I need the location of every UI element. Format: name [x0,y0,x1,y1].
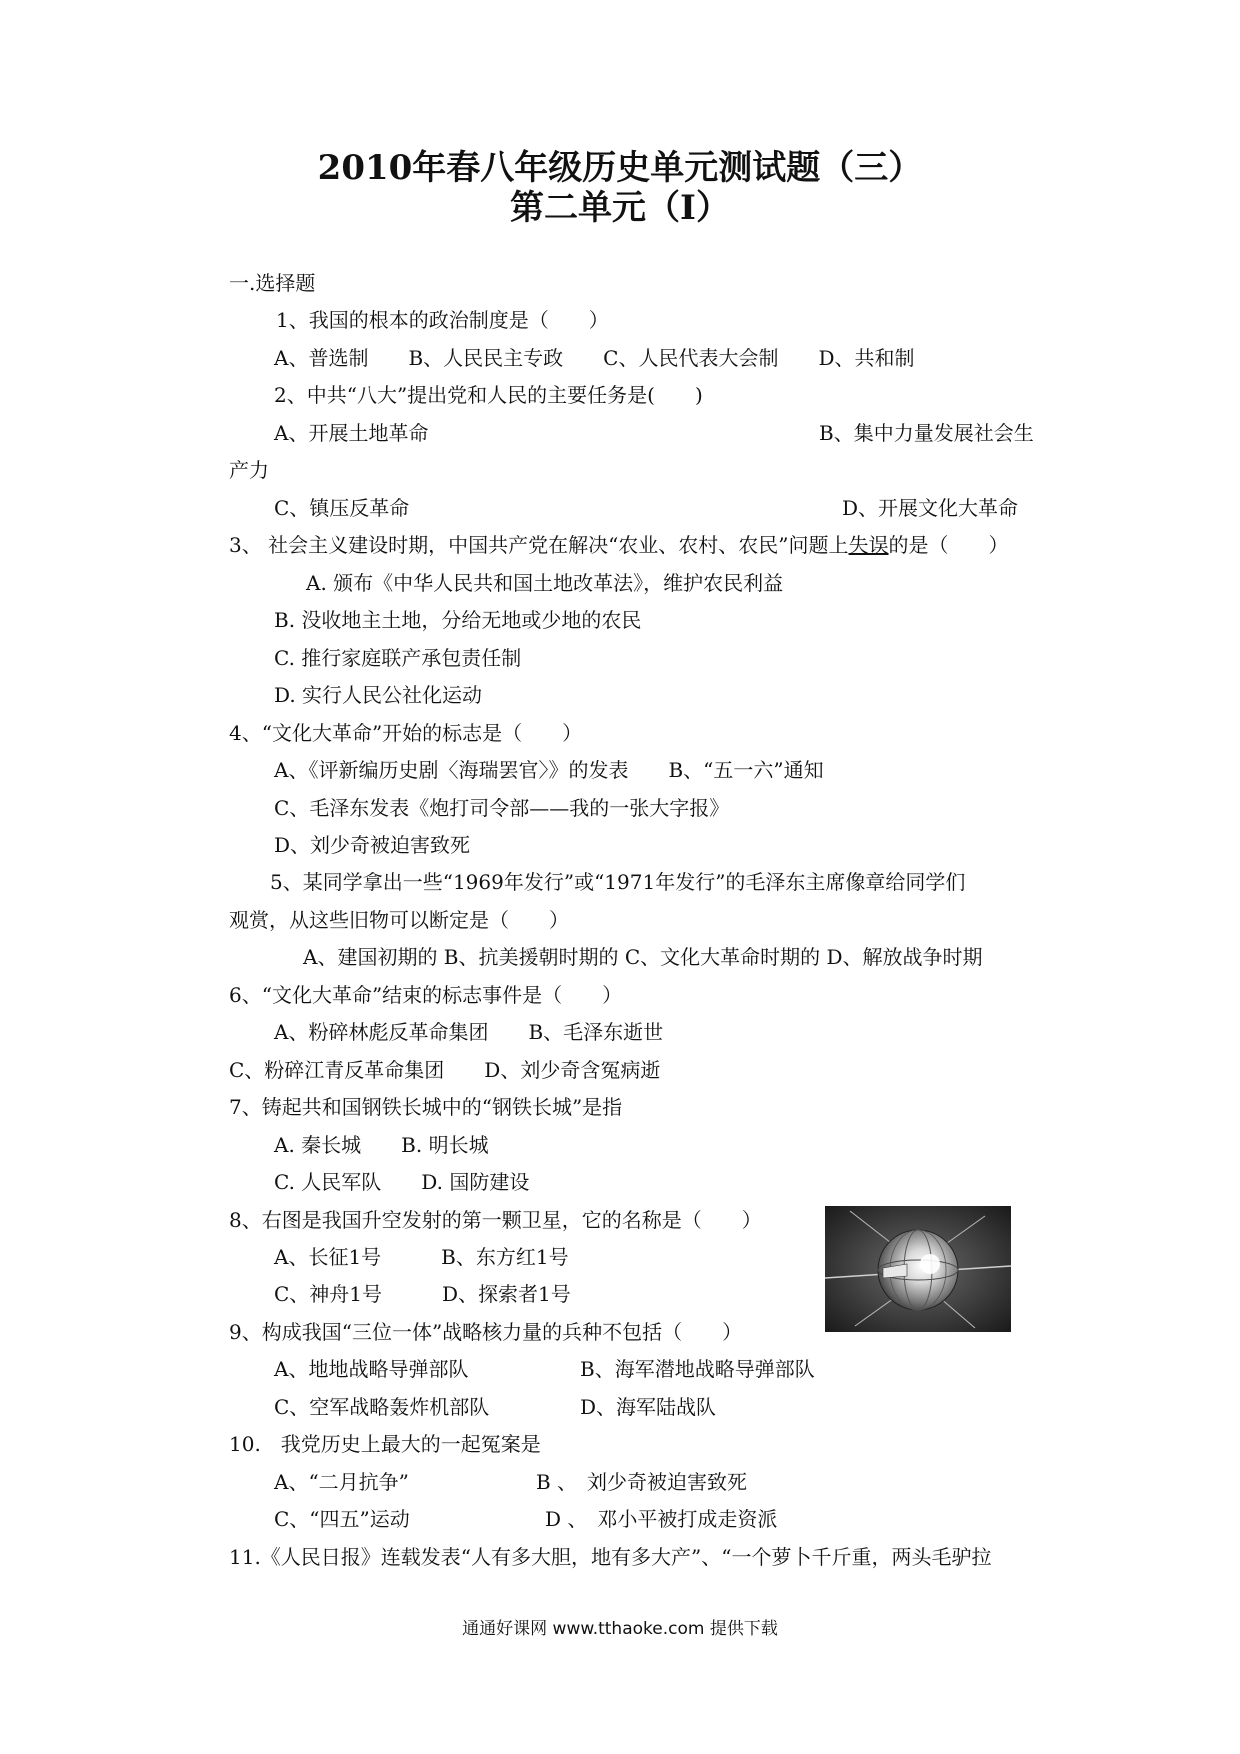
question-3 [229,532,1009,558]
question-10-option-d: D 、 邓小平被打成走资派 [545,1507,778,1531]
question-3-text: 3、 社会主义建设时期，中国共产党在解决“农业、农村、农民”问题上 [229,533,849,557]
question-7-options-cd: C. 人民军队 D. 国防建设 [274,1170,530,1194]
question-9-option-b: B、海军潜地战略导弹部队 [580,1357,815,1381]
question-8: 8、右图是我国升空发射的第一颗卫星，它的名称是（ ） [229,1208,762,1232]
question-9-option-d: D、海军陆战队 [580,1395,717,1419]
satellite-image [825,1206,1011,1332]
question-3-option-a: A. 颁布《中华人民共和国土地改革法》，维护农民利益 [306,571,784,595]
question-9-option-a: A、地地战略导弹部队 [274,1357,469,1381]
question-10-option-b: B 、 刘少奇被迫害致死 [536,1470,748,1494]
question-10: 10. 我党历史上最大的一起冤案是 [229,1432,541,1456]
question-2-option-b-cont: 产力 [229,458,269,482]
question-7: 7、铸起共和国钢铁长城中的“钢铁长城”是指 [229,1095,623,1119]
question-10-option-a: A、“二月抗争” [274,1470,409,1494]
question-3-emphasis: 失误 [848,533,889,557]
question-4-options-ab: A、《评新编历史剧〈海瑞罢官〉》的发表 B、“五一六”通知 [274,758,824,782]
question-7-options-ab: A. 秦长城 B. 明长城 [274,1133,489,1157]
question-2-option-c: C、镇压反革命 [274,496,410,520]
question-3-option-b: B. 没收地主土地，分给无地或少地的农民 [274,608,642,632]
question-9: 9、构成我国“三位一体”战略核力量的兵种不包括（ ） [229,1320,743,1344]
title-line-1: 2010年春八年级历史单元测试题（三） [317,148,923,188]
question-5-cont: 观赏，从这些旧物可以断定是（ ） [229,908,569,932]
satellite-photo-icon [825,1206,1011,1332]
question-2-option-d: D、开展文化大革命 [842,496,1019,520]
question-1-options: A、普选制 B、人民民主专政 C、人民代表大会制 D、共和制 [274,346,915,370]
question-6-options-cd: C、粉碎江青反革命集团 D、刘少奇含冤病逝 [229,1058,661,1082]
question-2-option-b: B、集中力量发展社会生 [819,421,1034,445]
question-4-option-d: D、刘少奇被迫害致死 [274,833,471,857]
question-6: 6、“文化大革命”结束的标志事件是（ ） [229,983,623,1007]
question-6-options-ab: A、粉碎林彪反革命集团 B、毛泽东逝世 [274,1020,664,1044]
question-8-options-cd: C、神舟1号 D、探索者1号 [274,1282,571,1306]
question-3-option-c: C. 推行家庭联产承包责任制 [274,646,522,670]
question-11: 11.《人民日报》连载发表“人有多大胆，地有多大产”、“一个萝卜千斤重，两头毛驴拉 [229,1545,992,1569]
question-4: 4、“文化大革命”开始的标志是（ ） [229,721,583,745]
title-line-2: 第二单元（Ⅰ） [510,188,730,228]
question-2-option-a: A、开展土地革命 [274,421,429,445]
question-10-option-c: C、“四五”运动 [274,1507,410,1531]
question-5: 5、某同学拿出一些“1969年发行”或“1971年发行”的毛泽东主席像章给同学们 [270,870,966,894]
question-1: 1、我国的根本的政治制度是（ ） [276,308,609,332]
question-2: 2、中共“八大”提出党和人民的主要任务是( ) [274,383,703,407]
question-9-option-c: C、空军战略轰炸机部队 [274,1395,490,1419]
question-3-option-d: D. 实行人民公社化运动 [274,683,483,707]
question-5-options: A、建国初期的 B、抗美援朝时期的 C、文化大革命时期的 D、解放战争时期 [303,945,983,969]
question-4-option-c: C、毛泽东发表《炮打司令部——我的一张大字报》 [274,796,730,820]
question-8-options-ab: A、长征1号 B、东方红1号 [274,1245,569,1269]
section-heading: 一.选择题 [229,271,316,295]
footer-text: 通通好课网 www.tthaoke.com 提供下载 [462,1619,778,1639]
question-3-text-end: 的是（ ） [888,533,1009,557]
